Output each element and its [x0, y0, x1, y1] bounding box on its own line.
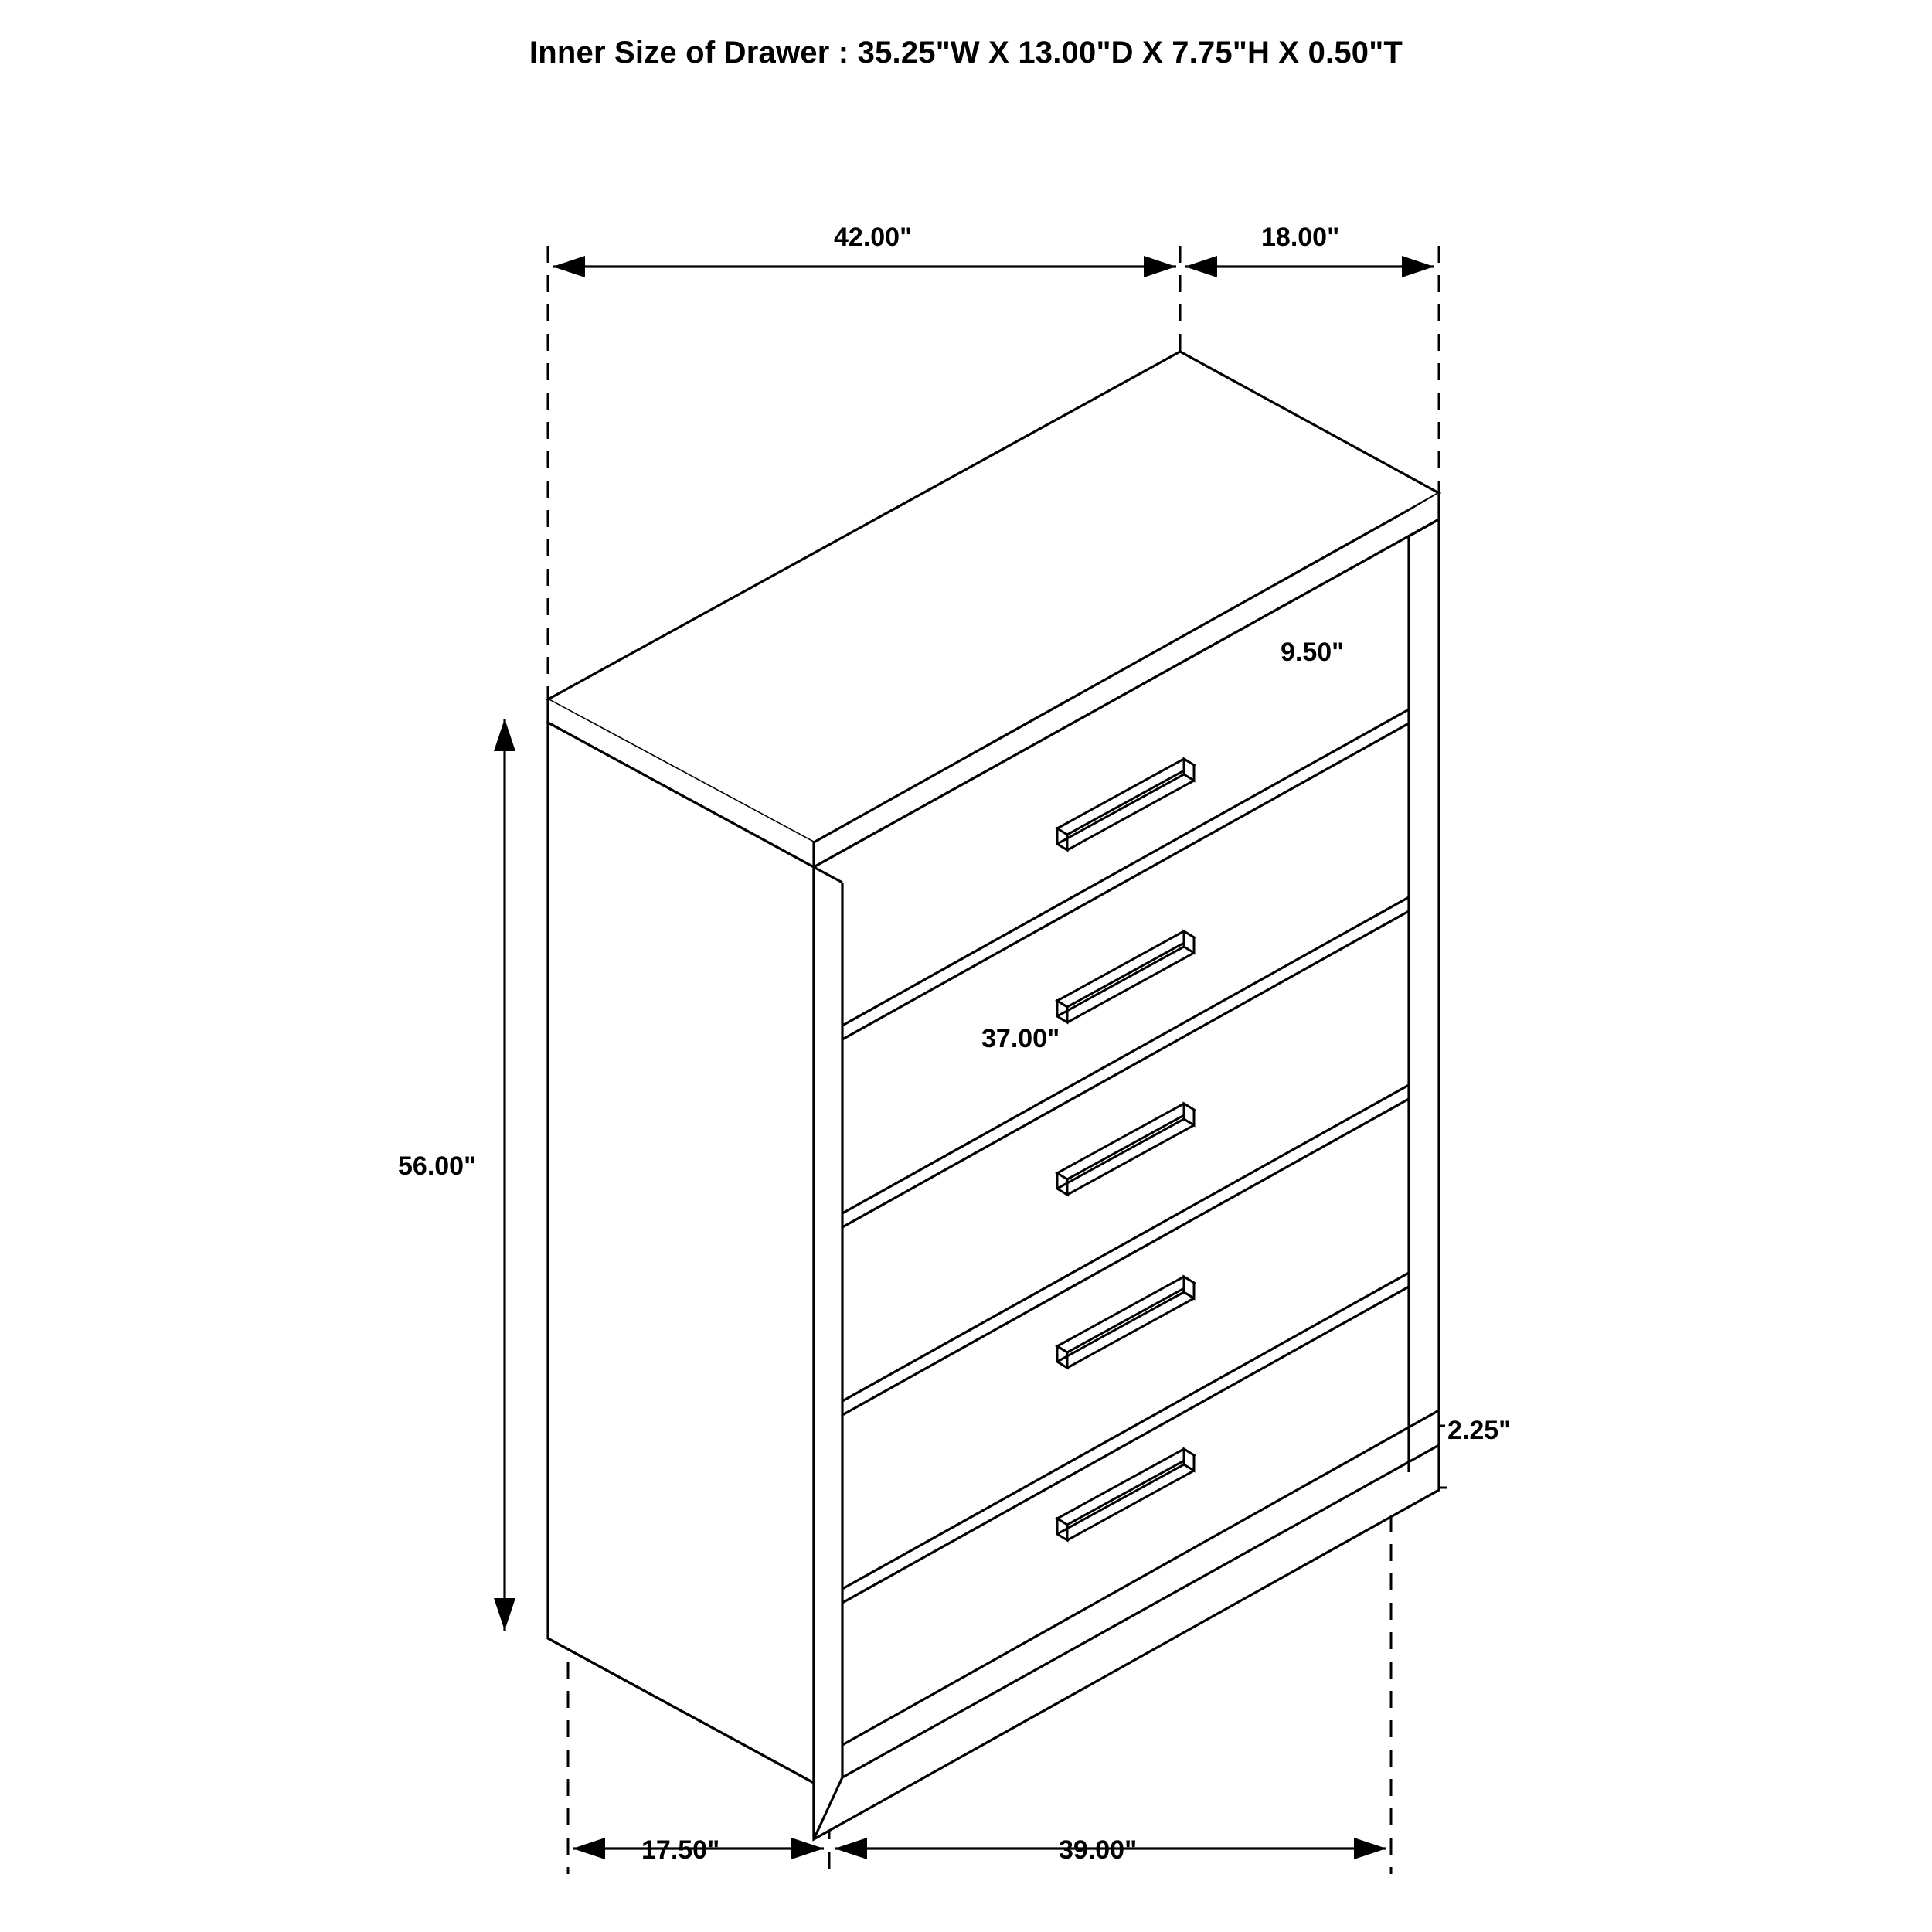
arrowhead-height-top	[494, 719, 515, 751]
arrowhead-bottom-depth-left	[573, 1838, 605, 1859]
dimension-label-top-depth: 18.00"	[1261, 223, 1340, 252]
page-title: Inner Size of Drawer : 35.25"W X 13.00"D X 7.75"H X 0.50"T	[529, 36, 1403, 70]
arrowhead-bottom-width-right	[1354, 1838, 1386, 1859]
dimension-label-bottom-depth: 17.50"	[641, 1835, 720, 1865]
arrowhead-bottom-depth-right	[791, 1838, 824, 1859]
dimension-label-drawer-front-width: 37.00"	[981, 1024, 1060, 1053]
arrowhead-height-bottom	[494, 1598, 515, 1631]
arrowhead-top-width-right	[1144, 256, 1176, 277]
dimension-label-overall-height: 56.00"	[398, 1151, 477, 1181]
dimension-label-base-height: 2.25"	[1447, 1416, 1512, 1445]
dimension-label-bottom-width: 39.00"	[1059, 1835, 1138, 1865]
arrowhead-top-width-left	[553, 256, 585, 277]
arrowhead-top-depth-left	[1185, 256, 1217, 277]
dimension-label-top-width: 42.00"	[834, 223, 913, 252]
arrowhead-bottom-width-left	[835, 1838, 867, 1859]
chest-side-panel	[548, 723, 814, 1783]
dimension-label-drawer-height: 9.50"	[1281, 638, 1345, 667]
arrowhead-top-depth-right	[1402, 256, 1434, 277]
